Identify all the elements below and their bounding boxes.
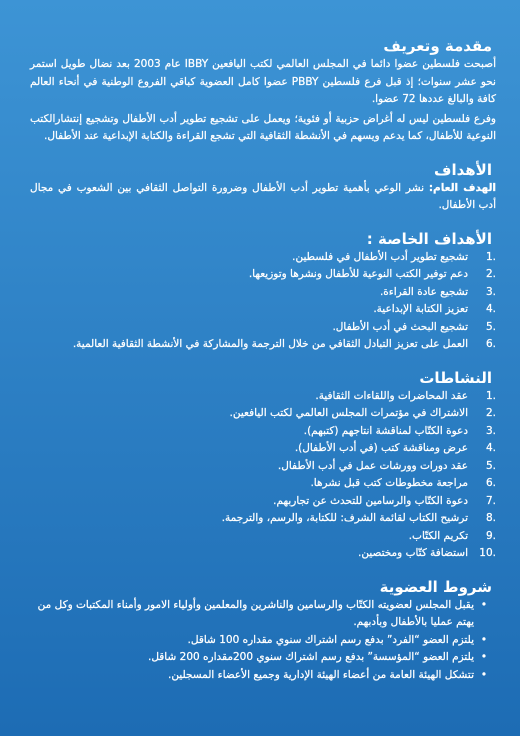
general-goal-text: نشر الوعي بأهمية تطوير أدب الأطفال وضرورة التواصل الثقافي بين الشعوب في مجال أدب الأطفال.	[30, 181, 496, 211]
list-item	[30, 458, 496, 476]
item-text: تتشكل الهيئة العامة من أعضاء الهيئة الإدارية وجميع الأعضاء المسجلين.	[168, 668, 474, 681]
goals-heading: الأهداف	[434, 160, 492, 179]
item-number: 2.	[485, 407, 496, 419]
intro-paragraph-1: أصبحت فلسطين عضوا دائما في المجلس العالمي لكتب اليافعين IBBY عام 2003 بعد نضال طويل استمر نحو عشر سنوات؛ إذ قبل فرع فلسطين PBBY عضوا كامل العضوية كباقي الفروع الوطنية في أنحاء العالم كافة والبالغ عددها 72 عضوا.	[30, 58, 497, 105]
activities-heading: النشاطات	[419, 368, 492, 387]
specific-goals-heading: الأهداف الخاصة :	[366, 229, 492, 248]
list-item	[30, 249, 496, 267]
general-goal	[30, 180, 496, 215]
bullet-icon: •	[480, 633, 488, 646]
item-text: استضافة كتّاب ومختصين.	[357, 547, 468, 559]
item-number: 9.	[485, 529, 496, 542]
list-item	[30, 284, 496, 302]
list-item	[30, 301, 496, 319]
item-number: 6.	[485, 338, 496, 350]
list-item	[30, 493, 496, 511]
item-number: 4.	[485, 442, 496, 454]
goals-section	[30, 160, 496, 215]
list-item	[30, 266, 496, 284]
item-number: 8.	[485, 512, 496, 524]
item-number: 6.	[485, 477, 496, 489]
item-text: مراجعة مخطوطات كتب قبل نشرها.	[310, 477, 468, 489]
list-item	[30, 405, 496, 423]
membership-section	[30, 577, 496, 685]
item-text: تكريم الكتّاب.	[408, 529, 468, 542]
list-item	[30, 632, 490, 650]
list-item	[30, 388, 496, 406]
item-text: عقد دورات وورشات عمل في أدب الأطفال.	[277, 459, 468, 472]
item-number: 4.	[485, 303, 496, 315]
list-item	[30, 510, 496, 528]
membership-heading: شروط العضوية	[379, 577, 492, 596]
item-text: دعوة الكتّاب والرسامين للتحدث عن تجاربهم.	[273, 494, 468, 507]
item-text: تشجيع تطوير أدب الأطفال في فلسطين.	[292, 250, 468, 263]
item-text: تعزيز الكتابة الإبداعية.	[373, 303, 468, 315]
list-item	[30, 528, 496, 546]
item-text: دعوة الكتّاب لمناقشة انتاجهم (كتبهم).	[303, 424, 468, 437]
list-item	[30, 319, 496, 337]
item-text: الاشتراك في مؤتمرات المجلس العالمي لكتب اليافعين.	[229, 407, 468, 419]
item-text: يقبل المجلس لعضويته الكتّاب والرسامين والناشرين والمعلمين وأولياء الامور وأمناء المكتبات وكل من يهتم عمليا بالأطفال وبأدبهم.	[37, 598, 474, 628]
list-item	[30, 597, 490, 632]
bullet-icon: •	[480, 668, 488, 681]
intro-heading: مقدمة وتعريف	[383, 37, 492, 55]
intro-section	[30, 36, 496, 146]
item-text: عقد المحاضرات واللقاءات الثقافية.	[315, 389, 468, 402]
item-number: 3.	[485, 285, 496, 298]
item-number: 1.	[485, 389, 496, 402]
item-number: 10.	[479, 547, 496, 559]
list-item	[30, 545, 496, 563]
item-number: 5.	[485, 459, 496, 472]
list-item	[30, 649, 490, 667]
list-item	[30, 667, 490, 685]
item-number: 7.	[485, 494, 496, 507]
item-number: 2.	[485, 268, 496, 280]
item-text: تشجيع عادة القراءة.	[379, 285, 468, 298]
activities-section	[30, 368, 496, 563]
list-item	[30, 440, 496, 458]
item-number: 3.	[485, 424, 496, 437]
intro-paragraph-2: وفرع فلسطين ليس له أغراض حزبية أو فئوية؛ ويعمل على تشجيع تطوير أدب الأطفال وتشجيع إنتشارالكتب النوعية للأطفال، كما يدعم ويسهم في الأنشطة الثقافية التي تشجع القراءة والكتابة الإبداعية عند الأطفال.	[30, 112, 496, 142]
item-text: تشجيع البحث في أدب الأطفال.	[332, 320, 468, 333]
activities-list	[30, 388, 496, 563]
bullet-icon: •	[480, 651, 488, 663]
list-item	[30, 475, 496, 493]
item-text: يلتزم العضو “المؤسسة” بدفع رسم اشتراك سنوي 200مقداره 200 شاقل.	[147, 651, 474, 663]
specific-goals-section	[30, 229, 496, 354]
item-text: دعم توفير الكتب النوعية للأطفال ونشرها وتوزيعها.	[248, 268, 468, 280]
list-item	[30, 336, 496, 354]
list-item	[30, 423, 496, 441]
item-text: ترشيح الكتاب لقائمة الشرف: للكتابة، والرسم، والترجمة.	[221, 512, 468, 524]
bullet-icon: •	[480, 598, 488, 611]
item-number: 1.	[485, 250, 496, 263]
item-number: 5.	[485, 320, 496, 333]
general-goal-label: الهدف العام:	[428, 181, 496, 194]
membership-list	[30, 597, 496, 685]
item-text: يلتزم العضو “الفرد” بدفع رسم اشتراك سنوي مقداره 100 شاقل.	[187, 633, 474, 646]
specific-goals-list	[30, 249, 496, 354]
item-text: عرض ومناقشة كتب (في أدب الأطفال).	[294, 442, 468, 454]
item-text: العمل على تعزيز التبادل الثقافي من خلال الترجمة والمشاركة في الأنشطة الثقافية العالمية.	[72, 338, 468, 350]
